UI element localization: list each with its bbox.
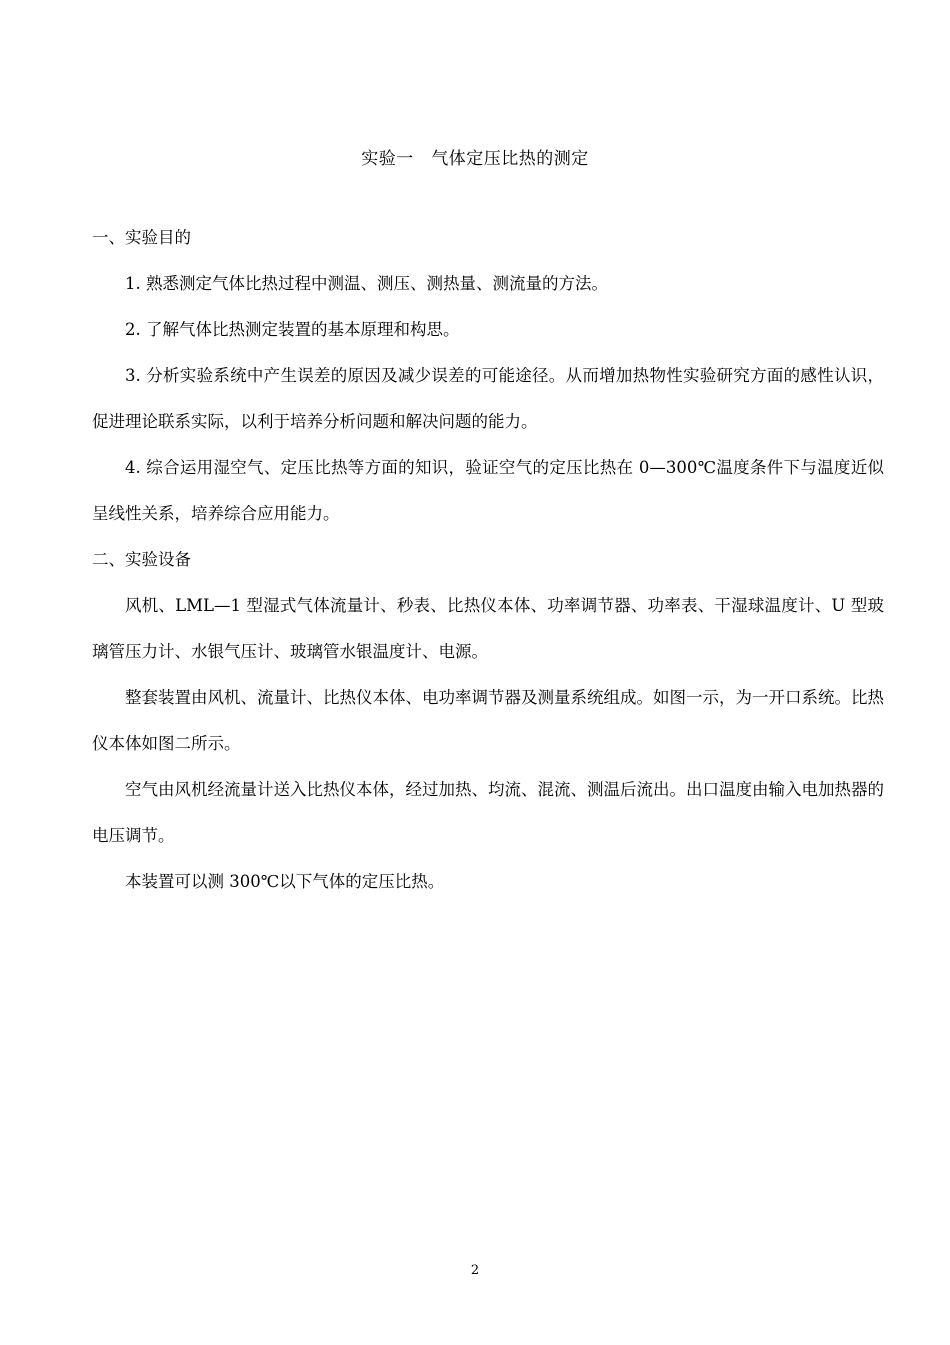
page-title: 实验一 气体定压比热的测定 [361, 149, 589, 169]
purpose-item-1: 1. 熟悉测定气体比热过程中测温、测压、测热量、测流量的方法。 [125, 274, 608, 293]
equipment-paragraph-4: 本装置可以测 300℃以下气体的定压比热。 [125, 872, 445, 891]
equipment-paragraph-1: 风机、LML—1 型湿式气体流量计、秒表、比热仪本体、功率调节器、功率表、干湿球温度计、U 型玻璃管压力计、水银气压计、玻璃管水银温度计、电源。 [92, 596, 884, 661]
equipment-paragraph-2: 整套装置由风机、流量计、比热仪本体、电功率调节器及测量系统组成。如图一示，为一开口系统。比热仪本体如图二所示。 [92, 688, 884, 753]
section-heading-equipment: 二、实验设备 [92, 550, 191, 569]
purpose-item-4: 4. 综合运用湿空气、定压比热等方面的知识，验证空气的定压比热在 0—300℃温度条件下与温度近似呈线性关系，培养综合应用能力。 [92, 458, 884, 523]
document-body [92, 215, 884, 905]
purpose-item-2: 2. 了解气体比热测定装置的基本原理和构思。 [125, 320, 460, 339]
equipment-paragraph-3: 空气由风机经流量计送入比热仪本体，经过加热、均流、混流、测温后流出。出口温度由输入电加热器的电压调节。 [92, 780, 884, 845]
section-heading-purpose: 一、实验目的 [92, 228, 191, 247]
purpose-item-3: 3. 分析实验系统中产生误差的原因及减少误差的可能途径。从而增加热物性实验研究方面的感性认识，促进理论联系实际，以利于培养分析问题和解决问题的能力。 [92, 366, 884, 431]
page-number: 2 [470, 1263, 480, 1278]
